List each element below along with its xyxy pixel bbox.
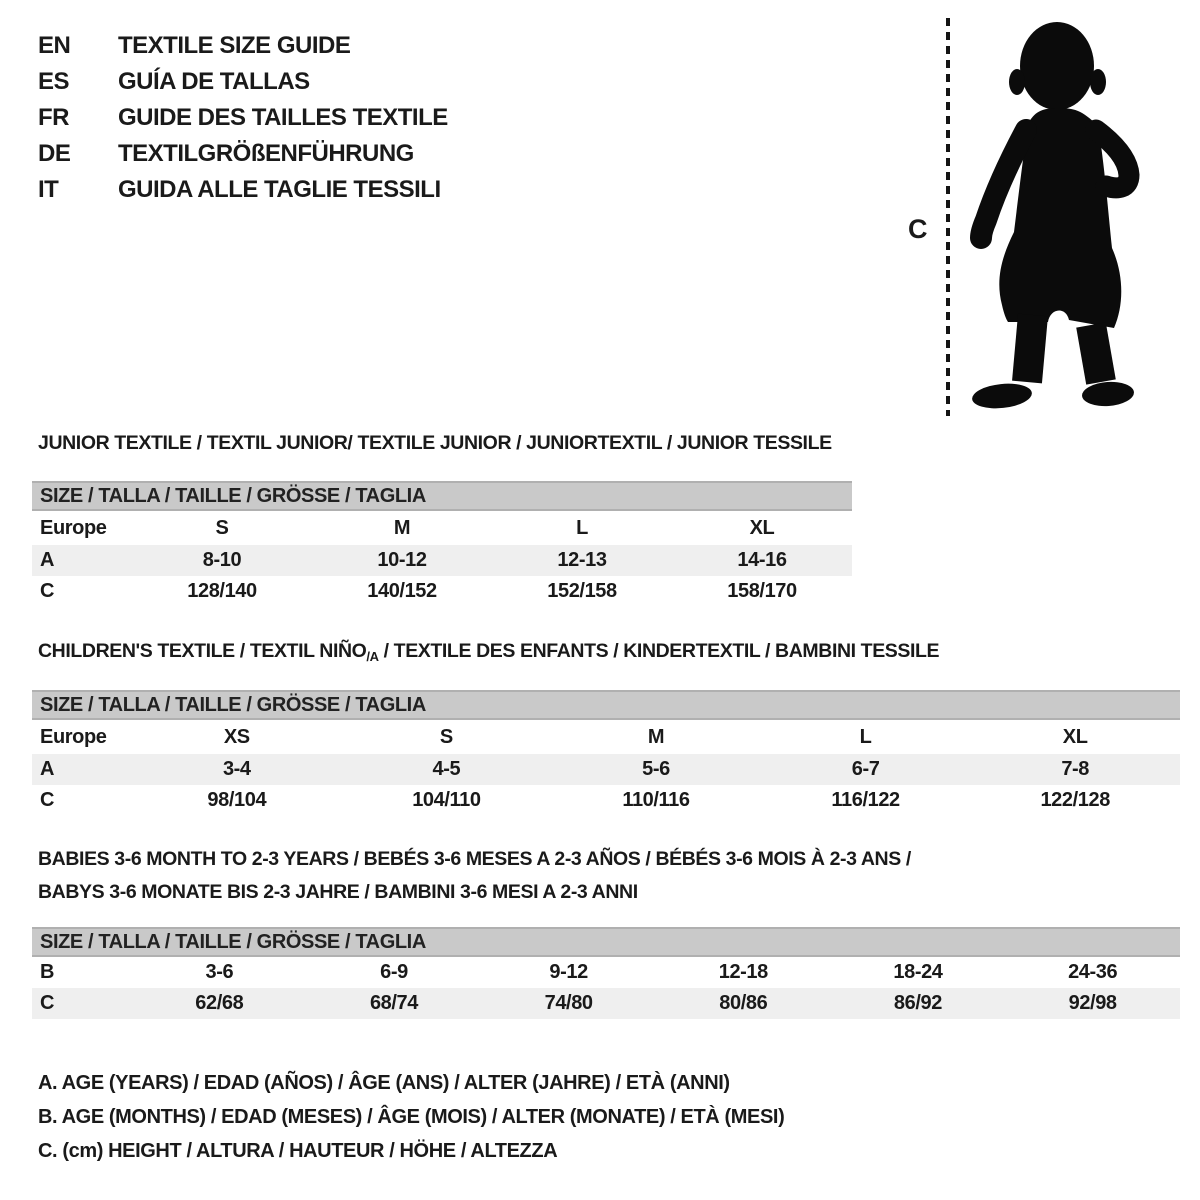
size-col-header: XL: [749, 516, 775, 539]
region-label-cell: Europe: [40, 725, 107, 748]
column-header-row: [32, 511, 852, 545]
language-code: ES: [38, 68, 70, 95]
size-header-bar: [32, 481, 852, 511]
value-cell: 14-16: [737, 549, 787, 571]
value-cell: 86/92: [893, 992, 942, 1014]
region-label-cell: Europe: [40, 516, 107, 539]
value-cell: 104/110: [412, 789, 481, 811]
value-cell: 98/104: [207, 789, 267, 811]
language-code: FR: [38, 104, 69, 131]
junior-size-table: [32, 481, 852, 607]
toddler-silhouette-icon: [962, 20, 1142, 420]
babies-size-table: [32, 927, 1180, 1019]
children-size-table: [32, 690, 1180, 816]
age-years-row: [32, 754, 1180, 785]
language-code: DE: [38, 140, 71, 167]
size-col-header: XL: [1062, 725, 1088, 748]
size-header-label: SIZE / TALLA / TAILLE / GRÖSSE / TAGLIA: [40, 693, 426, 716]
size-header-label: SIZE / TALLA / TAILLE / GRÖSSE / TAGLIA: [40, 930, 426, 953]
value-cell: 8-10: [202, 549, 242, 571]
junior-table: [32, 511, 852, 607]
size-col-header: S: [439, 725, 453, 748]
footnote-c: C. (cm) HEIGHT / ALTURA / HAUTEUR / HÖHE / ALTEZZA: [38, 1139, 558, 1162]
language-title: TEXTILGRÖßENFÜHRUNG: [118, 140, 414, 167]
value-cell: 122/128: [1040, 789, 1110, 811]
value-cell: 68/74: [369, 992, 419, 1014]
junior-section-title: JUNIOR TEXTILE / TEXTIL JUNIOR/ TEXTILE JUNIOR / JUNIORTEXTIL / JUNIOR TESSILE: [38, 432, 832, 454]
language-title: GUIDE DES TAILLES TEXTILE: [118, 104, 448, 131]
size-header-bar: [32, 927, 1180, 957]
value-cell: 74/80: [544, 992, 593, 1014]
row-label-cell: A: [40, 758, 55, 780]
babies-title-line2: BABYS 3-6 MONATE BIS 2-3 JAHRE / BAMBINI 3-6 MESI A 2-3 ANNI: [38, 881, 638, 903]
language-title-list: [38, 28, 448, 208]
age-months-row: [32, 957, 1180, 988]
value-cell: 4-5: [432, 758, 461, 780]
value-cell: 10-12: [377, 549, 427, 571]
row-label-cell: C: [40, 789, 55, 811]
footnote-b: B. AGE (MONTHS) / EDAD (MESES) / ÂGE (MOIS) / ALTER (MONATE) / ETÀ (MESI): [38, 1105, 785, 1128]
babies-table: [32, 957, 1180, 1019]
children-title-subscript: /A: [366, 649, 379, 664]
height-row: [32, 576, 852, 607]
babies-title-line1: BABIES 3-6 MONTH TO 2-3 YEARS / BEBÉS 3-6 MESES A 2-3 AÑOS / BÉBÉS 3-6 MOIS À 2-3 ANS /: [38, 848, 911, 870]
value-cell: 6-9: [380, 961, 408, 983]
age-years-row: [32, 545, 852, 576]
size-col-header: L: [576, 516, 588, 539]
language-title: GUIDA ALLE TAGLIE TESSILI: [118, 176, 441, 203]
value-cell: 62/68: [195, 992, 244, 1014]
language-title: GUÍA DE TALLAS: [118, 68, 310, 95]
value-cell: 152/158: [547, 580, 617, 602]
language-title: TEXTILE SIZE GUIDE: [118, 32, 351, 59]
height-row: [32, 988, 1180, 1019]
value-cell: 3-4: [222, 758, 251, 780]
size-col-header: L: [859, 725, 872, 748]
row-label-cell: C: [40, 580, 55, 602]
size-col-header: M: [647, 725, 665, 748]
height-row: [32, 785, 1180, 816]
value-cell: 110/116: [622, 789, 690, 811]
language-code: EN: [38, 32, 71, 59]
value-cell: 158/170: [727, 580, 797, 602]
value-cell: 7-8: [1061, 758, 1090, 780]
value-cell: 12-18: [718, 961, 768, 983]
language-row: [38, 28, 448, 64]
value-cell: 3-6: [205, 961, 234, 983]
children-table: [32, 720, 1180, 816]
height-measure-line: [946, 18, 950, 416]
value-cell: 80/86: [719, 992, 768, 1014]
language-row: [38, 136, 448, 172]
children-section-title: [38, 640, 939, 664]
value-cell: 5-6: [642, 758, 670, 780]
value-cell: 18-24: [893, 961, 943, 983]
value-cell: 9-12: [549, 961, 588, 983]
size-col-header: XS: [223, 725, 250, 748]
language-row: [38, 172, 448, 208]
size-col-header: S: [215, 516, 229, 539]
value-cell: 116/122: [831, 789, 900, 811]
language-row: [38, 64, 448, 100]
size-header-label: SIZE / TALLA / TAILLE / GRÖSSE / TAGLIA: [40, 484, 426, 507]
value-cell: 24-36: [1068, 961, 1118, 983]
children-title-prefix: CHILDREN'S TEXTILE / TEXTIL NIÑO: [38, 640, 367, 662]
children-title-suffix: / TEXTILE DES ENFANTS / KINDERTEXTIL / BAMBINI TESSILE: [378, 640, 940, 662]
language-row: [38, 100, 448, 136]
size-header-bar: [32, 690, 1180, 720]
row-label-cell: B: [40, 961, 55, 983]
row-label-cell: C: [40, 992, 55, 1014]
value-cell: 6-7: [851, 758, 880, 780]
value-cell: 128/140: [187, 580, 257, 602]
language-code: IT: [38, 176, 59, 203]
size-col-header: M: [393, 516, 411, 539]
value-cell: 140/152: [367, 580, 437, 602]
row-label-cell: A: [40, 549, 55, 571]
footnote-a: A. AGE (YEARS) / EDAD (AÑOS) / ÂGE (ANS) / ALTER (JAHRE) / ETÀ (ANNI): [38, 1071, 730, 1094]
value-cell: 92/98: [1068, 992, 1117, 1014]
babies-section-title: [38, 843, 911, 909]
measure-label-c: C: [908, 214, 928, 244]
footnotes: [38, 1066, 784, 1168]
column-header-row: [32, 720, 1180, 754]
value-cell: 12-13: [557, 549, 607, 571]
